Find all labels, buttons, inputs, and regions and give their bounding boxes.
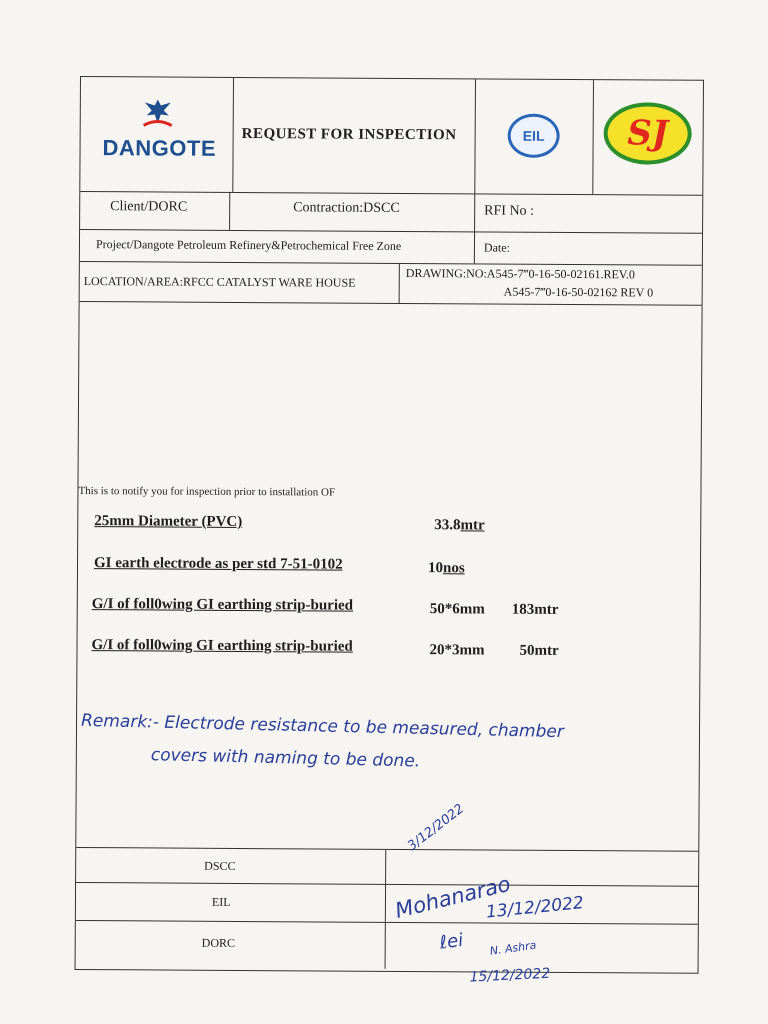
dangote-logo-text: DANGOTE <box>102 135 217 161</box>
item-3-qty: 50*6mm <box>429 601 485 618</box>
notice-text: This is to notify you for inspection prior to installation OF <box>78 484 336 499</box>
dangote-logo-cell <box>80 77 234 192</box>
client-label: Client/DORC <box>110 199 188 215</box>
remark-line-1: Remark:- Electrode resistance to be measured, chamber <box>80 710 565 743</box>
item-2-desc: GI earth electrode as per std 7-51-0102 <box>93 555 343 573</box>
signature-dorc-initials: ℓei <box>438 929 465 954</box>
signature-eil-date: 13/12/2022 <box>485 893 585 923</box>
item-2-qty <box>428 560 465 577</box>
signoff-eil-label: EIL <box>211 894 231 909</box>
eil-logo-cell <box>475 79 594 194</box>
title-cell <box>233 78 476 193</box>
signature-top-date: 3/12/2022 <box>405 801 468 855</box>
item-3-desc: G/I of foll0wing GI earthing strip-buried <box>91 596 354 614</box>
location-label: LOCATION/AREA:RFCC CATALYST WARE HOUSE <box>83 274 356 290</box>
item-4-qty: 20*3mm <box>429 642 485 659</box>
sj-logo <box>603 102 691 165</box>
signature-dorc-name: N. Ashra <box>489 938 538 958</box>
eil-logo: EIL <box>508 114 560 158</box>
contractor-label: Contraction:DSCC <box>293 200 400 216</box>
date-label: Date: <box>483 240 511 255</box>
drawing-no-1: DRAWING:NO:A545-7‴0-16-50-02161.REV.0 <box>405 265 635 282</box>
rfi-no-label: RFI No : <box>484 203 535 219</box>
signoff-row-dscc <box>76 847 698 887</box>
project-row <box>80 229 702 266</box>
signoff-label-cell-eil <box>76 882 386 922</box>
project-label: Project/Dangote Petroleum Refinery&Petrochemical Free Zone <box>95 237 402 253</box>
header-row <box>80 77 703 196</box>
signoff-label-cell-dscc <box>76 848 386 884</box>
signoff-dscc-label: DSCC <box>204 858 236 873</box>
rfi-form <box>75 76 704 986</box>
item-2-qty-value: 10 <box>427 560 444 577</box>
sj-logo-text: SJ <box>627 113 669 154</box>
signoff-dorc-label: DORC <box>201 935 236 950</box>
item-1-desc: 25mm Diameter (PVC) <box>94 513 243 530</box>
location-row <box>80 261 702 306</box>
location-cell <box>80 261 400 303</box>
client-row <box>80 191 702 234</box>
drawing-no-2: A545-7‴0-16-50-02162 REV 0 <box>503 284 654 300</box>
contractor-cell <box>230 192 475 231</box>
item-1-qty-value: 33.8 <box>434 517 461 534</box>
remark-line-2: covers with naming to be done. <box>150 745 421 772</box>
signoff-row-eil <box>76 882 698 925</box>
item-1-unit: mtr <box>460 517 485 534</box>
client-cell <box>80 191 230 230</box>
item-2-unit: nos <box>442 560 465 577</box>
eagle-icon <box>138 95 178 129</box>
item-4-desc: G/I of foll0wing GI earthing strip-buried <box>91 637 353 655</box>
signature-dorc-date: 15/12/2022 <box>469 965 551 986</box>
sj-logo-cell <box>593 80 703 195</box>
signoff-label-cell-dorc <box>76 921 386 969</box>
item-1-qty <box>434 517 485 534</box>
signoff-row-dorc <box>76 921 698 971</box>
item-3-extra: 183mtr <box>511 601 559 618</box>
page-title: REQUEST FOR INSPECTION <box>241 125 457 144</box>
item-4-extra: 50mtr <box>519 642 559 659</box>
project-cell <box>80 229 475 263</box>
signature-eil-name: Mohanarao <box>392 871 513 923</box>
